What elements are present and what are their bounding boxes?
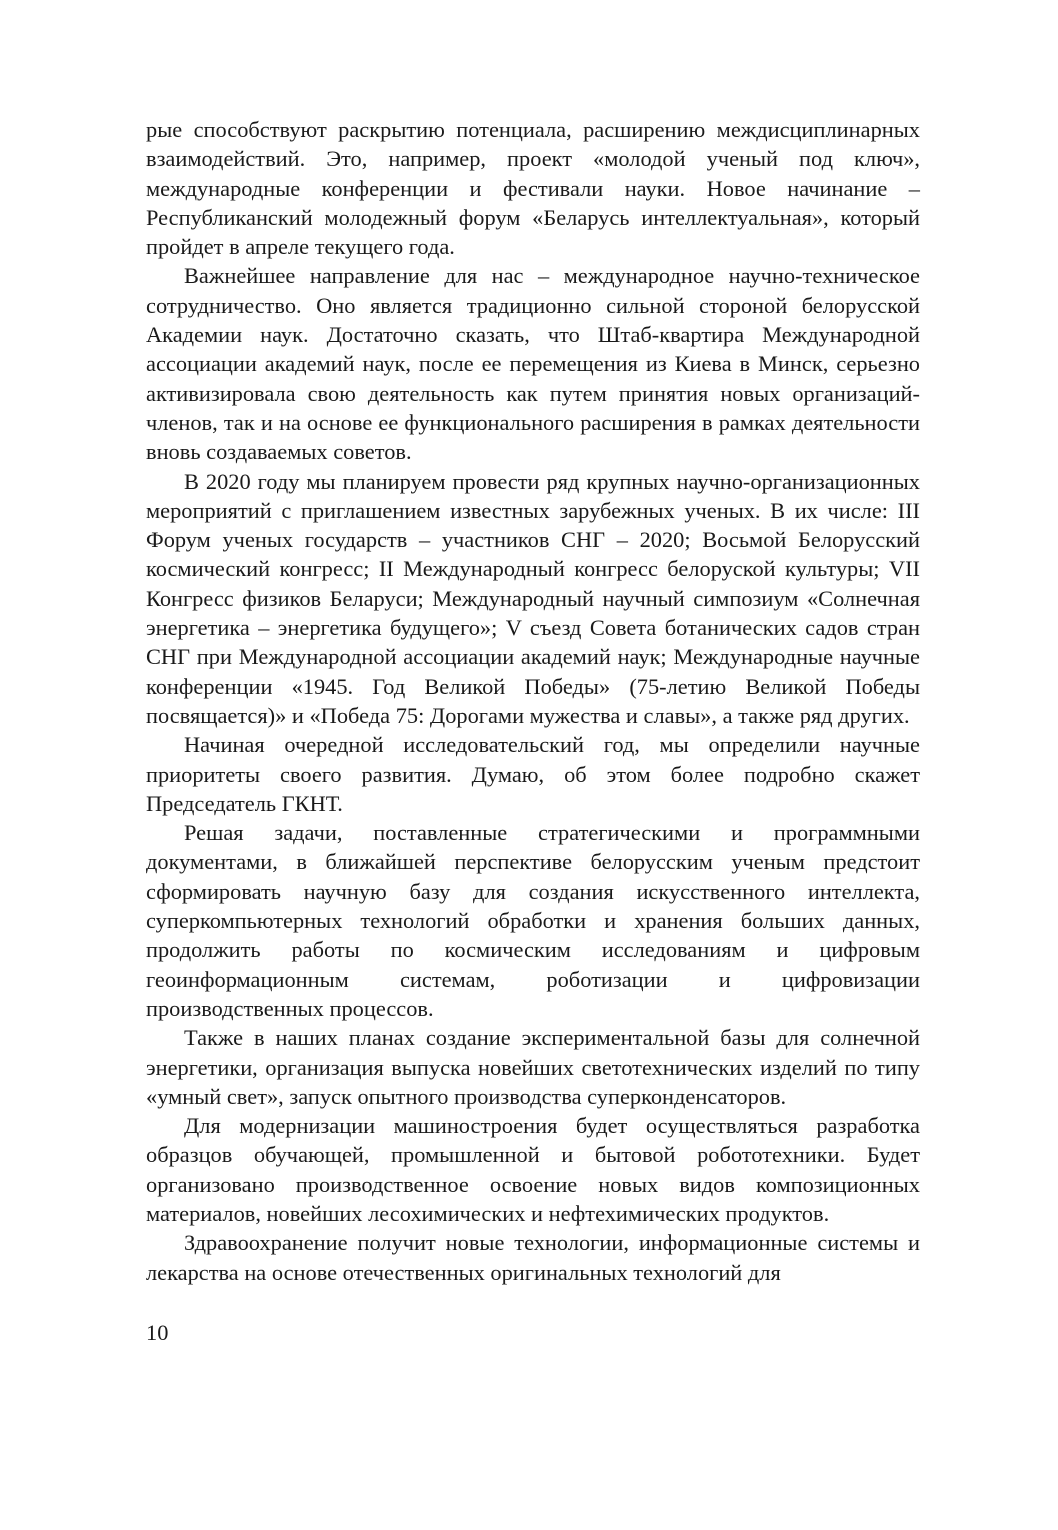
paragraph-tasks: Решая задачи, поставленные стратегическими и программными документами, в ближайшей перспективе белорусским ученым предстоит сформировать научную базу для создания искусственного интеллекта, суперкомпьютерных технологий обработки и хранения больших данных, продолжить работы по космическим исследованиям и цифровым геоинформационным системам, роботизации и цифровизации производственных процессов. bbox=[146, 820, 920, 1021]
page-body-text bbox=[146, 115, 920, 1287]
paragraph-continuation: рые способствуют раскрытию потенциала, расширению междисциплинарных взаимодействий. Это, например, проект «молодой ученый под ключ», международные конференции и фестивали науки. Новое начинание – Республиканский молодежный форум «Беларусь интеллектуальная», который пройдет в апреле текущего года. bbox=[146, 117, 920, 260]
paragraph-international-cooperation: Важнейшее направление для нас – международное научно-техническое сотрудничество. Оно является традиционно сильной стороной белорусской Академии наук. Достаточно сказать, что Штаб-квартира Международной ассоциации академий наук, после ее перемещения из Киева в Минск, серьезно активизировала свою деятельность как путем принятия новых организаций-членов, так и на основе ее функционального расширения в рамках деятельности вновь создаваемых советов. bbox=[146, 263, 920, 465]
paragraph-healthcare: Здравоохранение получит новые технологии, информационные системы и лекарства на основе отечественных оригинальных технологий для bbox=[146, 1230, 920, 1285]
paragraph-solar-energy: Также в наших планах создание экспериментальной базы для солнечной энергетики, организация выпуска новейших светотехнических изделий по типу «умный свет», запуск опытного производства суперконденсаторов. bbox=[146, 1025, 920, 1109]
page-number: 10 bbox=[146, 1320, 169, 1345]
paragraph-machine-building: Для модернизации машиностроения будет осуществляться разработка образцов обучающей, промышленной и бытовой робототехники. Будет организовано производственное освоение новых видов композиционных материалов, новейших лесохимических и нефтехимических продуктов. bbox=[146, 1113, 920, 1226]
paragraph-events-2020: В 2020 году мы планируем провести ряд крупных научно-организационных мероприятий с приглашением известных зарубежных ученых. В их числе: III Форум ученых государств – участников СНГ – 2020; Восьмой Белорусский космический конгресс; II Международный конгресс белоруской культуры; VII Конгресс физиков Беларуси; Международный научный симпозиум «Солнечная энергетика – энергетика будущего»; V съезд Совета ботанических садов стран СНГ при Международной ассоциации академий наук; Международные научные конференции «1945. Год Великой Победы» (75-летию Великой Победы посвящается)» и «Победа 75: Дорогами мужества и славы», а также ряд других. bbox=[146, 468, 920, 728]
paragraph-priorities: Начиная очередной исследовательский год, мы определили научные приоритеты своего развития. Думаю, об этом более подробно скажет Председатель ГКНТ. bbox=[146, 732, 920, 816]
